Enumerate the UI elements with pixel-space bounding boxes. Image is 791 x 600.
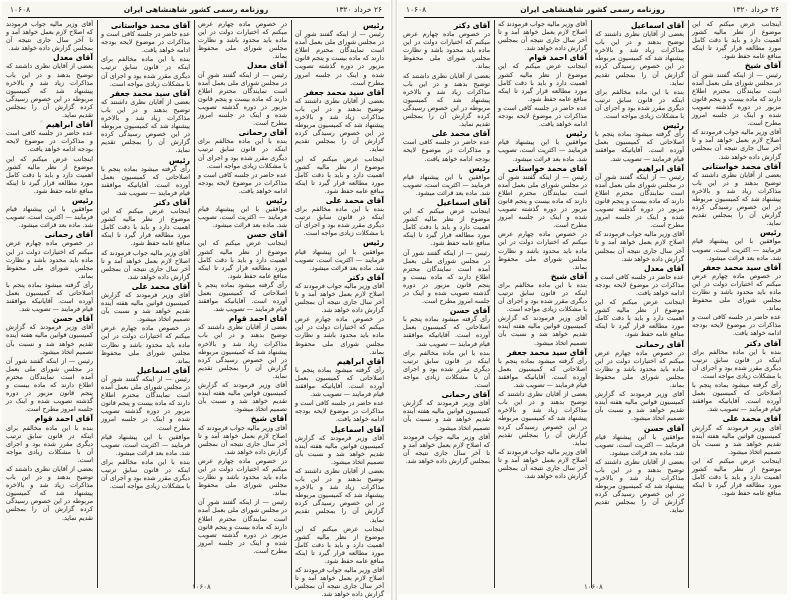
paragraph: رئیس — از اینکه گفتند شور آن در مجلس شورای ملی بعمل آمده است نمایندگان محترم اطلاع دارند که ماده بیست و پنجم قانون مزبور در دوره گذشته تصویب شده و اینک در جلسه امروز مطرح است. — [403, 248, 490, 306]
paragraph: رئیس — از اینکه گفتند شور آن در مجلس شورای ملی بعمل آمده است نمایندگان محترم اطلاع دارند که ماده بیست و پنجم قانون مزبور در دوره گذشته تصویب شده و اینک در جلسه امروز مطرح است. — [295, 30, 384, 87]
left-page-column-2 — [198, 20, 287, 590]
paragraph: بعضی از آقایان نظری داشتند که توضیح بدهند و در این باب مذاکرات زیاد شد و بالاخره پیشنهاد شد که کمیسیون مربوطه در این خصوص رسیدگی کرده گزارش آن را بمجلس تقدیم نماید. — [595, 457, 684, 515]
scan-speck — [520, 300, 522, 302]
paragraph: آقای وزیر فرمودند که گزارش کمیسیون قوانین مالیه هفته آینده تقدیم خواهد شد و نسبت بآن تصمیم اتخاذ میشود. — [295, 433, 384, 466]
speaker-label: آقای احمد قوام — [228, 314, 287, 324]
speaker-label: آقای احمد قوام — [528, 53, 587, 63]
paragraph: بنده با این ماده مخالفم برای اینکه در قانون سابق ترتیب دیگری مقرر شده بود و اجرای آن با مشکلات زیادی مواجه است. — [403, 348, 490, 390]
paragraph: اینجانب عرض میکنم که این موضوع از نظر مالیه کشور اهمیت دارد و باید با دقت کامل مورد مطالعه قرار گیرد تا اینکه منافع عامه حفظ شود. — [198, 239, 287, 280]
speaker-label: آقای اسماعیل — [630, 21, 684, 30]
speaker-label: آقای اسماعیل — [136, 365, 190, 375]
paragraph: عده حاضر در جلسه کافی است و مذاکرات در موضوع لایحه بودجه ادامه خواهد یافت. — [403, 138, 490, 163]
paragraph: رأی گرفته میشود بماده پنجم با اصلاحاتی که کمیسیون بعمل آورده است. آقایانیکه موافقند قیام فرمایند — تصویب شد. — [498, 356, 587, 390]
paragraph: بعضی از آقایان نظری داشتند که توضیح بدهند و در این باب مذاکرات زیاد شد و بالاخره پیشنهاد شد که کمیسیون مربوطه در این خصوص رسیدگی کرده گزارش آن را بمجلس تقدیم نماید. — [295, 466, 384, 524]
paragraph: آقای وزیر مالیه جواب فرمودند که اصلاح لازم بعمل خواهد آمد و تا آخر سال جاری نتیجه آن بمجلس گزارش داده خواهد شد. — [6, 20, 93, 53]
paragraph: بعضی از آقایان نظری داشتند که توضیح بدهند و در این باب مذاکرات زیاد شد و بالاخره پیشنهاد شد که کمیسیون مربوطه در این خصوص رسیدگی کرده گزارش آن را بمجلس تقدیم نماید. — [101, 97, 190, 155]
paragraph: در خصوص ماده چهارم عرض میکنم که اختیارات دولت در این ماده باید محدود باشد و نظارت مجلس شورای ملی محفوظ بماند. — [692, 271, 781, 313]
speaker-label: آقای شیخ — [250, 414, 287, 424]
left-page-column-3 — [101, 20, 190, 590]
speaker-label: آقای معدل — [247, 61, 287, 71]
paragraph: آقای وزیر فرمودند که گزارش کمیسیون قوانین مالیه هفته آینده تقدیم خواهد شد و نسبت بآن تصمیم اتخاذ میشود. — [595, 390, 684, 423]
speaker-label: آقای حسن — [449, 306, 490, 316]
speaker-label: آقای سید محمد جعفر — [304, 87, 384, 97]
speaker-label: آقای سید محمد جعفر — [507, 347, 587, 357]
column-rule — [291, 20, 292, 588]
column-rule — [688, 20, 689, 588]
speaker-label: آقای حسن — [52, 314, 93, 324]
paragraph: بنده با این ماده مخالفم برای اینکه در قانون سابق ترتیب دیگری مقرر شده بود و اجرای آن با مشکلات زیادی مواجه است. — [101, 55, 190, 88]
speaker-label: رئیس — [168, 155, 190, 165]
scan-speck — [40, 120, 43, 123]
left-page — [2, 2, 390, 599]
paragraph: موافقین با این پیشنهاد قیام فرمایند — اکثریت است، تصویب شد. ماده بعد قرائت میشود. — [595, 432, 684, 457]
speaker-label: آقای ابراهیم — [336, 356, 384, 366]
paragraph: بعضی از آقایان نظری داشتند که توضیح بدهند و در این باب مذاکرات زیاد شد و بالاخره پیشنهاد شد که کمیسیون مربوطه در این خصوص رسیدگی کرده گزارش آن را بمجلس تقدیم نماید. — [198, 323, 287, 380]
paragraph: بعضی از آقایان نظری داشتند که توضیح بدهند و در این باب مذاکرات زیاد شد و بالاخره پیشنهاد شد که کمیسیون مربوطه در این خصوص رسیدگی کرده گزارش آن را بمجلس تقدیم نماید. — [498, 390, 587, 447]
paragraph: بنده با این ماده مخالفم برای اینکه در قانون سابق ترتیب دیگری مقرر شده بود و اجرای آن با مشکلات زیادی مواجه است. — [6, 423, 93, 464]
paragraph: بعضی از آقایان نظری داشتند که توضیح بدهند و در این باب مذاکرات زیاد شد و بالاخره پیشنهاد شد که کمیسیون مربوطه در این خصوص رسیدگی کرده گزارش آن را بمجلس تقدیم نماید. — [692, 170, 781, 228]
paragraph: بنده با این ماده مخالفم برای اینکه در قانون سابق ترتیب دیگری مقرر شده بود و اجرای آن با مشکلات زیادی مواجه است. — [198, 137, 287, 170]
paragraph: عده حاضر در جلسه کافی است و مذاکرات در موضوع لایحه بودجه ادامه خواهد یافت. — [295, 399, 384, 424]
speaker-label: آقای اسماعیل — [330, 424, 384, 434]
paragraph: رأی گرفته میشود بماده پنجم با اصلاحاتی که کمیسیون بعمل آورده است. آقایانیکه موافقند قیام فرمایند — تصویب شد. — [6, 280, 93, 314]
paragraph: رأی گرفته میشود بماده پنجم با اصلاحاتی که کمیسیون بعمل آورده است. آقایانیکه موافقند قیام فرمایند — تصویب شد. — [101, 164, 190, 197]
speaker-label: آقای محمد خواستانی — [701, 161, 781, 171]
header-date: ۲۶ خرداد ۱۳۲۰ — [732, 5, 779, 14]
paragraph: در خصوص ماده چهارم عرض میکنم که اختیارات دولت در این ماده باید محدود باشد و نظارت مجلس شورای ملی محفوظ بماند. — [295, 315, 384, 356]
paragraph: بعضی از آقایان نظری داشتند که توضیح بدهند و در این باب مذاکرات زیاد شد و بالاخره پیشنهاد شد که کمیسیون مربوطه در این خصوص رسیدگی کرده گزارش آن را بمجلس تقدیم نماید. — [595, 30, 684, 87]
paragraph: موافقین با این پیشنهاد قیام فرمایند — اکثریت است، تصویب شد. ماده بعد قرائت میشود. — [403, 172, 490, 197]
paragraph: رأی گرفته میشود بماده پنجم با اصلاحاتی که کمیسیون بعمل آورده است. آقایانیکه موافقند قیام فرمایند — تصویب شد. — [295, 365, 384, 399]
column-rule — [194, 20, 195, 588]
paragraph: آقای وزیر مالیه جواب فرمودند که اصلاح لازم بعمل خواهد آمد و تا آخر سال جاری نتیجه آن بمجلس گزارش داده خواهد شد. — [498, 447, 587, 481]
speaker-label: آقای رحمانی — [44, 230, 93, 240]
page-footer-number: ۱۰۶۰۸ — [192, 583, 211, 591]
paragraph: آقای وزیر فرمودند که گزارش کمیسیون قوانین مالیه هفته آینده تقدیم خواهد شد و نسبت بآن تصمیم اتخاذ میشود. — [403, 399, 490, 432]
paragraph: رئیس — از اینکه گفتند شور آن در مجلس شورای ملی بعمل آمده است نمایندگان محترم اطلاع دارند که ماده بیست و پنجم قانون مزبور در دوره گذشته تصویب شده و اینک در جلسه امروز مطرح است. — [498, 172, 587, 230]
paragraph: اینجانب عرض میکنم که این موضوع از نظر مالیه کشور اهمیت دارد و باید با دقت کامل مورد مطالعه قرار گیرد تا اینکه منافع عامه حفظ شود. — [692, 20, 781, 61]
speaker-label: آقای ابراهیم — [636, 163, 684, 173]
paragraph: اینجانب عرض میکنم که این موضوع از نظر مالیه کشور اهمیت دارد و باید با دقت کامل مورد مطالعه قرار گیرد تا اینکه منافع عامه حفظ شود. — [595, 298, 684, 339]
paragraph: بعضی از آقایان نظری داشتند که توضیح بدهند و در این باب مذاکرات زیاد شد و بالاخره پیشنهاد شد که کمیسیون مربوطه در این خصوص رسیدگی کرده گزارش آن را بمجلس تقدیم نماید. — [295, 96, 384, 154]
paragraph: عده حاضر در جلسه کافی است و مذاکرات در موضوع لایحه بودجه ادامه خواهد یافت. — [692, 313, 781, 338]
paragraph: بنده با این ماده مخالفم برای اینکه در قانون سابق ترتیب دیگری مقرر شده بود و اجرای آن با مشکلات زیادی مواجه است. — [498, 280, 587, 314]
right-page-column-4 — [403, 20, 490, 590]
paragraph: عده حاضر در جلسه کافی است و مذاکرات در موضوع لایحه بودجه ادامه خواهد یافت. — [198, 170, 287, 195]
speaker-label: آقای دکتر — [347, 272, 384, 282]
paragraph: بنده با این ماده مخالفم برای اینکه در قانون سابق ترتیب دیگری مقرر شده بود و اجرای آن با مشکلات زیادی مواجه است. — [101, 457, 190, 491]
paragraph: موافقین با این پیشنهاد قیام فرمایند — اکثریت است، تصویب شد. ماده بعد قرائت میشود. — [498, 138, 587, 163]
speaker-label: آقای محمد خواستانی — [507, 163, 587, 173]
paragraph: عده حاضر در جلسه کافی است و مذاکرات در موضوع لایحه بودجه ادامه خواهد یافت. — [6, 129, 93, 154]
speaker-label: رئیس — [265, 195, 287, 205]
right-page-column-1 — [692, 20, 781, 590]
paragraph: آقای وزیر مالیه جواب فرمودند که اصلاح لازم بعمل خواهد آمد و تا آخر سال جاری نتیجه آن بمجلس گزارش داده خواهد شد. — [101, 248, 190, 281]
paragraph: آقای وزیر مالیه جواب فرمودند که اصلاح لازم بعمل خواهد آمد و تا آخر سال جاری نتیجه آن بمجلس گزارش داده خواهد شد. — [198, 423, 287, 456]
paragraph: بنده با این ماده مخالفم برای اینکه در قانون سابق ترتیب دیگری مقرر شده بود و اجرای آن با مشکلات زیادی مواجه است. — [295, 205, 384, 238]
paragraph: بعضی از آقایان نظری داشتند که توضیح بدهند و در این باب مذاکرات زیاد شد و بالاخره پیشنهاد شد که کمیسیون مربوطه در این خصوص رسیدگی کرده گزارش آن را بمجلس تقدیم نماید. — [6, 62, 93, 120]
paragraph: آقای وزیر فرمودند که گزارش کمیسیون قوانین مالیه هفته آینده تقدیم خواهد شد و نسبت بآن تصمیم اتخاذ میشود. — [101, 291, 190, 324]
paragraph: آقای وزیر مالیه جواب فرمودند که اصلاح لازم بعمل خواهد آمد و تا آخر سال جاری نتیجه آن بمجلس گزارش داده خواهد شد. — [295, 281, 384, 315]
paragraph: رأی گرفته میشود بماده پنجم با اصلاحاتی که کمیسیون بعمل آورده است. آقایانیکه موافقند قیام فرمایند — تصویب شد. — [198, 280, 287, 314]
paragraph: در خصوص ماده چهارم عرض میکنم که اختیارات دولت در این ماده باید محدود باشد و نظارت مجلس شورای ملی محفوظ بماند. — [498, 230, 587, 271]
paragraph: آقای وزیر مالیه جواب فرمودند که اصلاح لازم بعمل خواهد آمد و تا آخر سال جاری نتیجه آن بمجلس گزارش داده خواهد شد. — [403, 432, 490, 465]
speaker-label: آقای محمد خواستانی — [110, 21, 190, 30]
left-page-header — [8, 4, 384, 18]
speaker-label: آقای اسماعیل — [436, 197, 490, 207]
paragraph: رئیس — از اینکه گفتند شور آن در مجلس شورای ملی بعمل آمده است نمایندگان محترم اطلاع دارند که ماده بیست و پنجم قانون مزبور در دوره گذشته تصویب شده و اینک در جلسه امروز مطرح است. — [595, 172, 684, 230]
speaker-label: آقای محمد علی — [325, 195, 384, 205]
header-page-number: ۱۰۶۰۸ — [406, 5, 427, 14]
column-rule — [494, 20, 495, 588]
right-page — [398, 2, 787, 594]
left-page-column-1 — [295, 20, 384, 599]
paragraph: در خصوص ماده چهارم عرض میکنم که اختیارات دولت در این ماده باید محدود باشد و نظارت مجلس شورای ملی محفوظ بماند. — [101, 324, 190, 365]
paragraph: رأی گرفته میشود بماده پنجم با اصلاحاتی که کمیسیون بعمل آورده است. آقایانیکه موافقند قیام فرمایند — تصویب شد. — [403, 315, 490, 348]
speaker-label: رئیس — [662, 121, 684, 131]
speaker-label: آقای سید محمد جعفر — [701, 262, 781, 272]
speaker-label: آقای معدل — [53, 53, 93, 63]
page-gutter — [391, 0, 397, 600]
paragraph: بعضی از آقایان نظری داشتند که توضیح بدهند و در این باب مذاکرات زیاد شد و بالاخره پیشنهاد شد که کمیسیون مربوطه در این خصوص رسیدگی کرده گزارش آن را بمجلس تقدیم نماید. — [403, 71, 490, 129]
speaker-label: آقای دکتر — [153, 197, 190, 207]
speaker-label: رئیس — [362, 238, 384, 248]
page-footer-number: ۱۰۶۰۸ — [584, 583, 603, 591]
paragraph: رئیس — از اینکه گفتند شور آن در مجلس شورای ملی بعمل آمده است نمایندگان محترم اطلاع دارند که ماده بیست و پنجم قانون مزبور در دوره گذشته تصویب شده و اینک در جلسه امروز مطرح است. — [101, 374, 190, 432]
speaker-label: آقای سید محمد جعفر — [110, 88, 190, 98]
paragraph: در خصوص ماده چهارم عرض میکنم که اختیارات دولت در این ماده باید محدود باشد و نظارت مجلس شورای ملی محفوظ بماند. — [403, 30, 490, 71]
speaker-label: آقای محمد علی — [131, 281, 190, 291]
right-page-column-3 — [498, 20, 587, 590]
header-title: روزنامه رسمی کشور شاهنشاهی ایران — [123, 5, 269, 14]
paragraph: آقای وزیر مالیه جواب فرمودند که اصلاح لازم بعمل خواهد آمد و تا آخر سال جاری نتیجه آن بمجلس گزارش داده خواهد شد. — [498, 20, 587, 53]
speaker-label: رئیس — [468, 163, 490, 173]
speaker-label: آقای محمد علی — [722, 414, 781, 424]
paragraph: عده حاضر در جلسه کافی است و مذاکرات در موضوع لایحه بودجه ادامه خواهد یافت. — [498, 103, 587, 129]
paragraph: اینجانب عرض میکنم که این موضوع از نظر مالیه کشور اهمیت دارد و باید با دقت کامل مورد مطالعه قرار گیرد تا اینکه منافع عامه حفظ شود. — [295, 524, 384, 565]
paragraph: بعضی از آقایان نظری داشتند که توضیح بدهند و در این باب مذاکرات زیاد شد و بالاخره پیشنهاد شد که کمیسیون مربوطه در این خصوص رسیدگی کرده گزارش آن را بمجلس تقدیم نماید. — [6, 464, 93, 522]
right-page-header — [404, 4, 781, 18]
speaker-label: آقای شیخ — [550, 271, 587, 281]
paragraph: در خصوص ماده چهارم عرض میکنم که اختیارات دولت در این ماده باید محدود باشد و نظارت مجلس شورای ملی محفوظ بماند. — [595, 348, 684, 390]
paragraph: آقای وزیر فرمودند که گزارش کمیسیون قوانین مالیه هفته آینده تقدیم خواهد شد و نسبت بآن تصمیم اتخاذ میشود. — [6, 323, 93, 356]
paragraph: بنده با این ماده مخالفم برای اینکه در قانون سابق ترتیب دیگری مقرر شده بود و اجرای آن با مشکلات زیادی مواجه است. — [595, 87, 684, 121]
paragraph: رئیس — از اینکه گفتند شور آن در مجلس شورای ملی بعمل آمده است نمایندگان محترم اطلاع دارند که ماده بیست و پنجم قانون مزبور در دوره گذشته تصویب شده و اینک در جلسه امروز مطرح است. — [198, 70, 287, 128]
paragraph: در خصوص ماده چهارم عرض میکنم که اختیارات دولت در این ماده باید محدود باشد و نظارت مجلس شورای ملی محفوظ بماند. — [198, 456, 287, 498]
speaker-label: آقای حسن — [643, 423, 684, 433]
paragraph: رأی گرفته میشود بماده پنجم با اصلاحاتی که کمیسیون بعمل آورده است. آقایانیکه موافقند قیام فرمایند — تصویب شد. — [595, 130, 684, 163]
paragraph: موافقین با این پیشنهاد قیام فرمایند — اکثریت است، تصویب شد. ماده بعد قرائت میشود. — [692, 237, 781, 262]
speaker-label: رئیس — [71, 195, 93, 205]
paragraph: اینجانب عرض میکنم که این موضوع از نظر مالیه کشور اهمیت دارد و باید با دقت کامل مورد مطالعه قرار گیرد تا اینکه منافع عامه حفظ شود. — [101, 207, 190, 248]
speaker-label: آقای دکتر — [453, 21, 490, 30]
paragraph: آقای وزیر مالیه جواب فرمودند که اصلاح لازم بعمل خواهد آمد و تا آخر سال جاری نتیجه آن بمجلس گزارش داده خواهد شد. — [692, 128, 781, 161]
paragraph: موافقین با این پیشنهاد قیام فرمایند — اکثریت است، تصویب شد. ماده بعد قرائت میشود. — [101, 432, 190, 457]
paragraph: رئیس — از اینکه گفتند شور آن در مجلس شورای ملی بعمل آمده است نمایندگان محترم اطلاع دارند که ماده بیست و پنجم قانون مزبور در دوره گذشته تصویب شده و اینک در جلسه امروز مطرح است. — [6, 356, 93, 414]
speaker-label: آقای معدل — [644, 263, 684, 273]
speaker-label: آقای محمد علی — [431, 129, 490, 139]
speaker-label: رئیس — [565, 129, 587, 139]
speaker-label: آقای دکتر — [744, 338, 781, 348]
paragraph: عده حاضر در جلسه کافی است و مذاکرات در موضوع لایحه بودجه ادامه خواهد یافت. — [595, 272, 684, 297]
paragraph: آقای وزیر فرمودند که گزارش کمیسیون قوانین مالیه هفته آینده تقدیم خواهد شد و نسبت بآن تصمیم اتخاذ میشود. — [498, 314, 587, 347]
paragraph: اینجانب عرض میکنم که این موضوع از نظر مالیه کشور اهمیت دارد و باید با دقت کامل مورد مطالعه قرار گیرد تا اینکه منافع عامه حفظ شود. — [692, 456, 781, 498]
paragraph: آقای وزیر فرمودند که گزارش کمیسیون قوانین مالیه هفته آینده تقدیم خواهد شد و نسبت بآن تصمیم اتخاذ میشود. — [198, 381, 287, 414]
paragraph: موافقین با این پیشنهاد قیام فرمایند — اکثریت است، تصویب شد. ماده بعد قرائت میشود. — [295, 247, 384, 272]
right-page-column-2 — [595, 20, 684, 590]
paragraph: آقای وزیر مالیه جواب فرمودند که اصلاح لازم بعمل خواهد آمد و تا آخر سال جاری نتیجه آن بمجلس گزارش داده خواهد شد. — [295, 566, 384, 599]
speaker-label: آقای رحمانی — [441, 390, 490, 400]
paragraph: موافقین با این پیشنهاد قیام فرمایند — اکثریت است، تصویب شد. ماده بعد قرائت میشود. — [6, 205, 93, 230]
column-rule — [97, 20, 98, 588]
speaker-label: آقای حسن — [246, 230, 287, 240]
speaker-label: رئیس — [362, 21, 384, 30]
paragraph: اینجانب عرض میکنم که این موضوع از نظر مالیه کشور اهمیت دارد و باید با دقت کامل مورد مطالعه قرار گیرد تا اینکه منافع عامه حفظ شود. — [295, 154, 384, 195]
paragraph: آقای وزیر فرمودند که گزارش کمیسیون قوانین مالیه هفته آینده تقدیم خواهد شد و نسبت بآن تصمیم اتخاذ میشود. — [692, 423, 781, 456]
paragraph: در خصوص ماده چهارم عرض میکنم که اختیارات دولت در این ماده باید محدود باشد و نظارت مجلس شورای ملی محفوظ بماند. — [6, 239, 93, 280]
paragraph: اینجانب عرض میکنم که این موضوع از نظر مالیه کشور اهمیت دارد و باید با دقت کامل مورد مطالعه قرار گیرد تا اینکه منافع عامه حفظ شود. — [6, 154, 93, 195]
paragraph: موافقین با این پیشنهاد قیام فرمایند — اکثریت است، تصویب شد. ماده بعد قرائت میشود. — [198, 205, 287, 230]
header-page-number: ۱۰۶۰۸ — [10, 5, 31, 14]
paragraph: رئیس — از اینکه گفتند شور آن در مجلس شورای ملی بعمل آمده است نمایندگان محترم اطلاع دارند که ماده بیست و پنجم قانون مزبور در دوره گذشته تصویب شده و اینک در جلسه امروز مطرح است. — [692, 70, 781, 128]
scan-speck — [700, 80, 703, 82]
paragraph: اینجانب عرض میکنم که این موضوع از نظر مالیه کشور اهمیت دارد و باید با دقت کامل مورد مطالعه قرار گیرد تا اینکه منافع عامه حفظ شود. — [498, 62, 587, 103]
speaker-label: آقای احمد قوام — [34, 414, 93, 424]
paragraph: رئیس — از اینکه گفتند شور آن در مجلس شورای ملی بعمل آمده است نمایندگان محترم اطلاع دارند که ماده بیست و پنجم قانون مزبور در دوره گذشته تصویب شده و اینک در جلسه امروز مطرح است. — [198, 498, 287, 555]
left-page-column-4 — [6, 20, 93, 590]
speaker-label: آقای شیخ — [744, 61, 781, 71]
paragraph: آقای وزیر مالیه جواب فرمودند که اصلاح لازم بعمل خواهد آمد و تا آخر سال جاری نتیجه آن بمجلس گزارش داده خواهد شد. — [595, 230, 684, 263]
paragraph: اینجانب عرض میکنم که این موضوع از نظر مالیه کشور اهمیت دارد و باید با دقت کامل مورد مطالعه قرار گیرد تا اینکه منافع عامه حفظ شود. — [403, 207, 490, 248]
speaker-label: رئیس — [759, 228, 781, 238]
paragraph: رأی گرفته میشود بماده پنجم با اصلاحاتی که کمیسیون بعمل آورده است. آقایانیکه موافقند قیام فرمایند — تصویب شد. — [692, 381, 781, 414]
column-rule — [591, 20, 592, 588]
paragraph: بنده با این ماده مخالفم برای اینکه در قانون سابق ترتیب دیگری مقرر شده بود و اجرای آن با مشکلات زیادی مواجه است. — [692, 347, 781, 380]
header-date: ۲۶ خرداد ۱۳۲۰ — [335, 5, 382, 14]
speaker-label: آقای رحمانی — [635, 339, 684, 349]
paragraph: در خصوص ماده چهارم عرض میکنم که اختیارات دولت در این ماده باید محدود باشد و نظارت مجلس شورای ملی محفوظ بماند. — [198, 20, 287, 61]
header-title: روزنامه رسمی کشور شاهنشاهی ایران — [520, 5, 665, 14]
speaker-label: آقای ابراهیم — [45, 120, 93, 130]
paragraph: عده حاضر در جلسه کافی است و مذاکرات در موضوع لایحه بودجه ادامه خواهد یافت. — [101, 30, 190, 55]
speaker-label: آقای رحمانی — [238, 128, 287, 138]
